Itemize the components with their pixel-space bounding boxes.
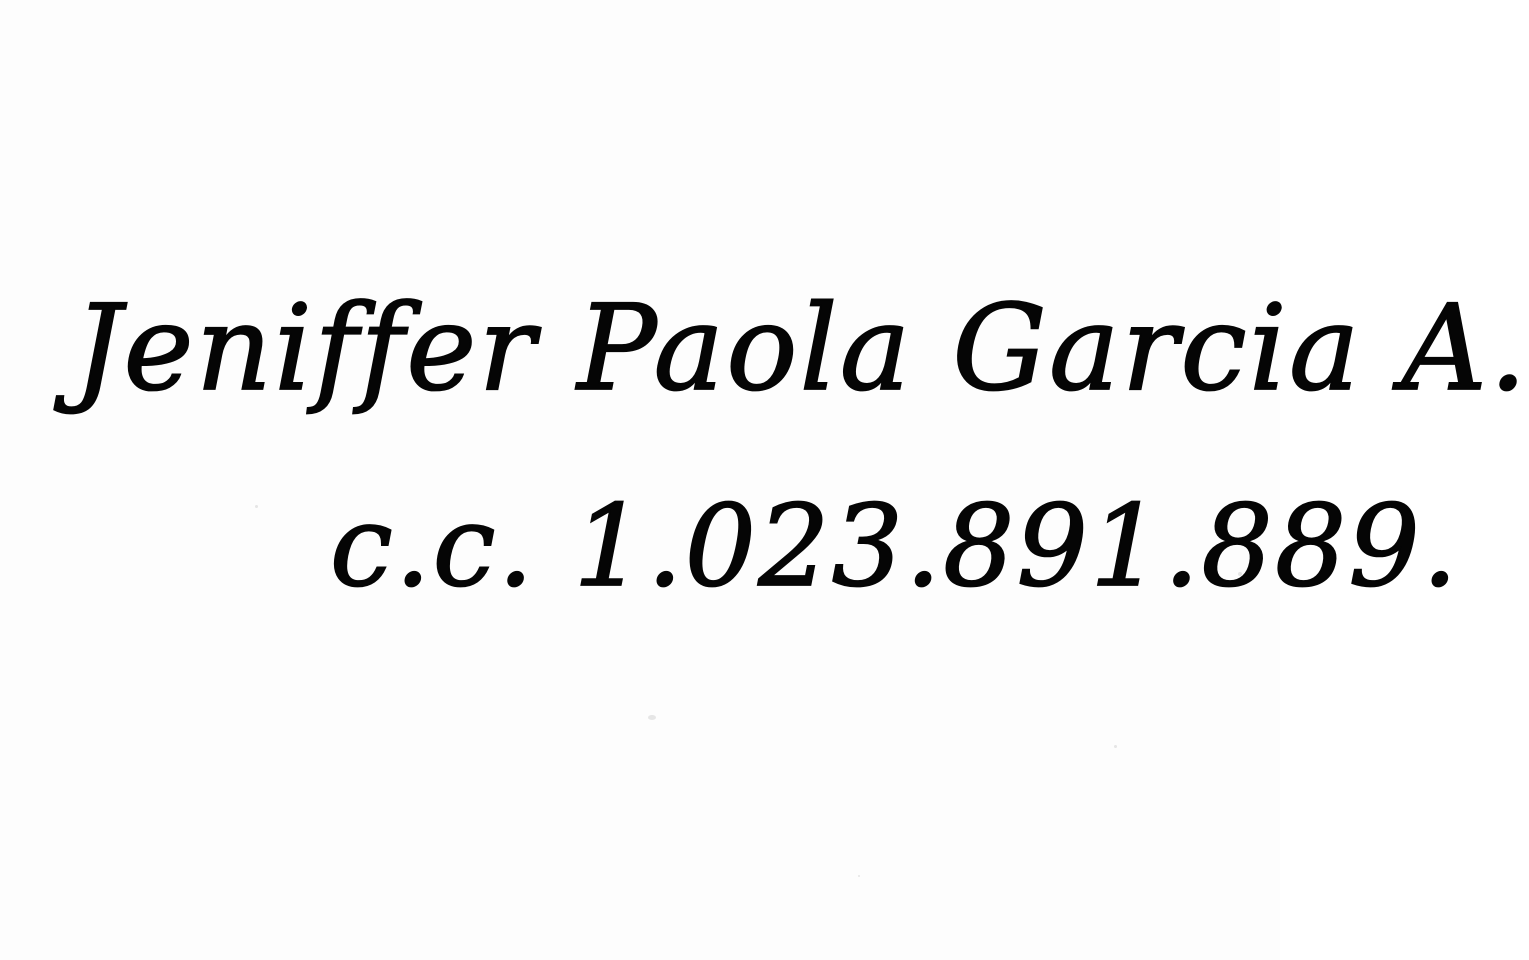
paper-speck (648, 715, 656, 720)
handwritten-name: Jeniffer Paola Garcia A. (74, 279, 1529, 417)
paper-speck (858, 875, 860, 877)
paper-speck (1114, 745, 1117, 748)
handwritten-id-number: c.c. 1.023.891.889. (330, 482, 1460, 612)
paper-speck (255, 505, 258, 508)
